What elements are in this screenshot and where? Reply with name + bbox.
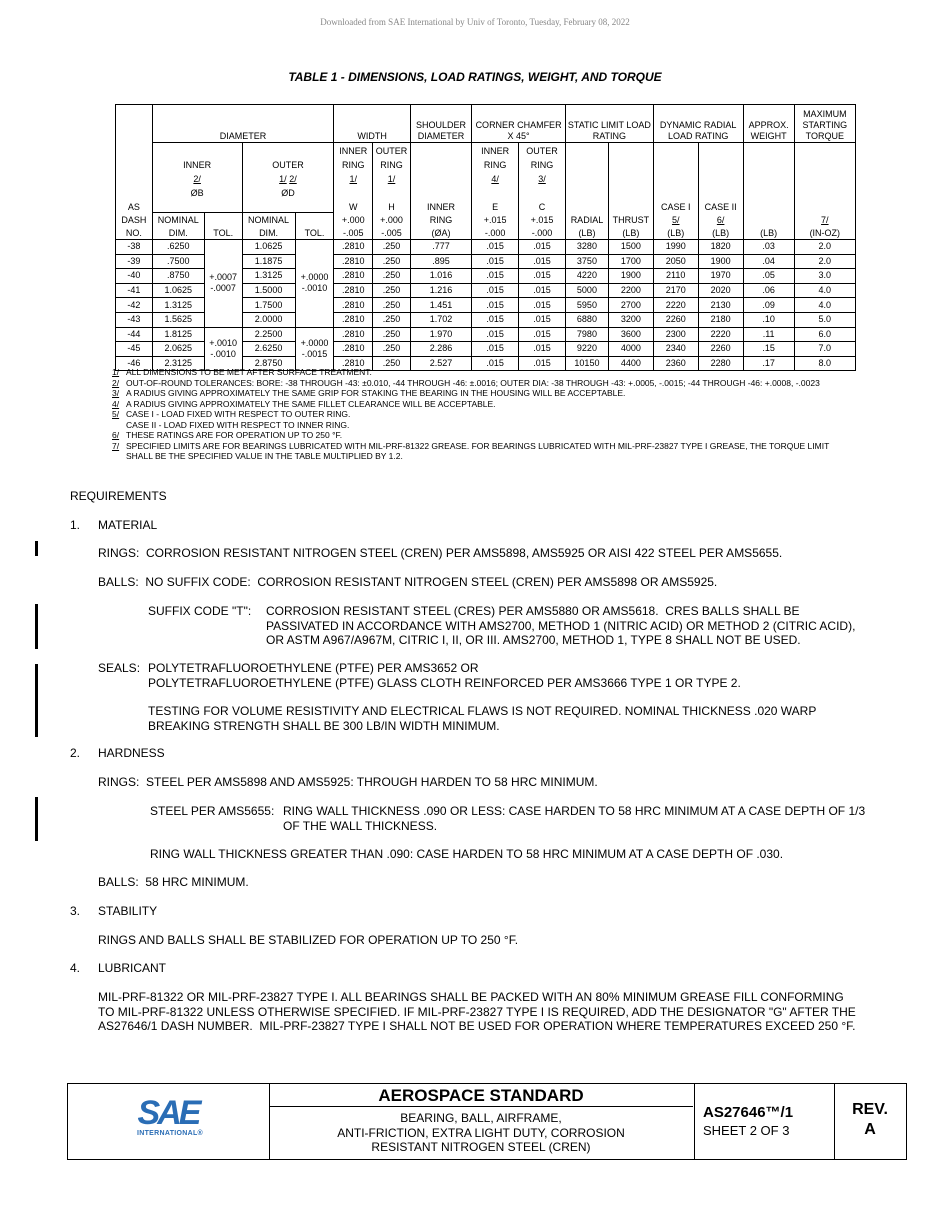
cell-a: 1.970 bbox=[410, 327, 471, 342]
cell-b: 2.3125 bbox=[152, 356, 204, 371]
cell-w: .2810 bbox=[334, 283, 373, 298]
section-title-lubricant: LUBRICANT bbox=[98, 961, 167, 975]
suffix-text: CORROSION RESISTANT STEEL (CRES) PER AMS5880 OR AMS5618. CRES BALLS SHALL BE PASSIVATED IN ACCORDANCE WITH AMS2700, METHOD 1 (NITRIC ACID) OR METHOD 2 (CITRIC ACID), OR ASTM A967/A967M, CITRIC I, II, OR III. AMS2700, METHOD 1, TYPE 8 SHALL NOT BE USED. bbox=[266, 604, 856, 647]
section-number: 3. bbox=[70, 904, 81, 918]
cell-thrust: 1700 bbox=[608, 254, 653, 269]
material-balls: BALLS: NO SUFFIX CODE: CORROSION RESISTANT NITROGEN STEEL (CREN) PER AMS5898 OR AMS5925. bbox=[98, 575, 718, 589]
cell-thrust: 1900 bbox=[608, 269, 653, 284]
cell-tq: 8.0 bbox=[794, 356, 855, 371]
table-header: DIAMETER WIDTH SHOULDER DIAMETER CORNER CHAMFER X 45° STATIC LIMIT LOAD RATING DYNAMIC RADIAL LOAD RATING APPROX. WEIGHT MAXIMUM STARTING TORQUE INNER OUTER INNER OUTER INNER OUTER RING RING RING RING 2/ 1/ 2/ 1/ 1/ 4/ 3/ ØB ØD AS W H INNER E C CASE I CASE II DASH NOMINAL NOMINAL +.000 +.000 RING +.015 +.015 RADIAL THRUST 5/ 6/ 7/ NO. DIM. TOL. DIM. TOL. -.005 -.005 (ØA) -.000 -.000 (LB) (LB) (LB) (LB) (LB) (IN-OZ) bbox=[116, 105, 856, 240]
cell-c2: 2020 bbox=[698, 283, 743, 298]
cell-b: .6250 bbox=[152, 240, 204, 255]
cell-dash: -44 bbox=[116, 327, 153, 342]
cell-h: .250 bbox=[373, 240, 411, 255]
cell-thrust: 3200 bbox=[608, 312, 653, 327]
footnote-text: A RADIUS GIVING APPROXIMATELY THE SAME GRIP FOR STAKING THE BEARING IN THE HOUSING WILL BE ACCEPTABLE. bbox=[126, 388, 626, 398]
footnote-number: 1/ bbox=[112, 367, 120, 377]
cell-w: .2810 bbox=[334, 254, 373, 269]
cell-e: .015 bbox=[472, 342, 519, 357]
cell-dash: -40 bbox=[116, 269, 153, 284]
cell-d: 2.2500 bbox=[242, 327, 295, 342]
cell-wt: .10 bbox=[743, 312, 794, 327]
hardness-steel-label: STEEL PER AMS5655: bbox=[150, 804, 275, 818]
cell-e: .015 bbox=[472, 298, 519, 313]
change-bar bbox=[35, 541, 38, 556]
cell-a: 1.451 bbox=[410, 298, 471, 313]
cell-wt: .05 bbox=[743, 269, 794, 284]
footnote-text: THESE RATINGS ARE FOR OPERATION UP TO 250 °F. bbox=[126, 430, 343, 440]
cell-a: .777 bbox=[410, 240, 471, 255]
cell-tq: 4.0 bbox=[794, 298, 855, 313]
hardness-steel-text: RING WALL THICKNESS .090 OR LESS: CASE HARDEN TO 58 HRC MINIMUM AT A CASE DEPTH OF 1/3 OF THE WALL THICKNESS. bbox=[283, 804, 866, 833]
cell-wt: .17 bbox=[743, 356, 794, 371]
cell-h: .250 bbox=[373, 254, 411, 269]
cell-c2: 1970 bbox=[698, 269, 743, 284]
hardness-balls: BALLS: 58 HRC MINIMUM. bbox=[98, 875, 249, 889]
footnote-text: ALL DIMENSIONS TO BE MET AFTER SURFACE TREATMENT. bbox=[126, 367, 372, 377]
cell-c2: 2220 bbox=[698, 327, 743, 342]
cell-e: .015 bbox=[472, 269, 519, 284]
cell-b: 1.5625 bbox=[152, 312, 204, 327]
cell-b: 1.3125 bbox=[152, 298, 204, 313]
cell-b: 2.0625 bbox=[152, 342, 204, 357]
sae-logo: SAE INTERNATIONAL® bbox=[137, 1094, 204, 1137]
cell-dash: -46 bbox=[116, 356, 153, 371]
cell-c2: 2280 bbox=[698, 356, 743, 371]
cell-c: .015 bbox=[519, 356, 566, 371]
hardness-wall: RING WALL THICKNESS GREATER THAN .090: CASE HARDEN TO 58 HRC MINIMUM AT A CASE DEPTH OF .030. bbox=[150, 847, 784, 861]
footnote-number: 4/ bbox=[112, 398, 120, 409]
cell-wt: .11 bbox=[743, 327, 794, 342]
cell-tq: 3.0 bbox=[794, 269, 855, 284]
cell-w: .2810 bbox=[334, 327, 373, 342]
tolerance-cell: +.0007 -.0007 bbox=[204, 240, 242, 328]
cell-h: .250 bbox=[373, 269, 411, 284]
cell-a: 2.286 bbox=[410, 342, 471, 357]
cell-w: .2810 bbox=[334, 240, 373, 255]
stability-text: RINGS AND BALLS SHALL BE STABILIZED FOR OPERATION UP TO 250 °F. bbox=[98, 933, 519, 947]
cell-radial: 9220 bbox=[566, 342, 609, 357]
tolerance-cell: +.0000 -.0010 bbox=[295, 240, 334, 328]
standard-title: AEROSPACE STANDARD BEARING, BALL, AIRFRAME, ANTI-FRICTION, EXTRA LIGHT DUTY, CORROSION RESISTANT NITROGEN STEEL (CREN) bbox=[269, 1084, 693, 1155]
material-rings: RINGS: CORROSION RESISTANT NITROGEN STEEL (CREN) PER AMS5898, AMS5925 OR AISI 422 STEEL PER AMS5655. bbox=[98, 546, 783, 560]
cell-w: .2810 bbox=[334, 312, 373, 327]
hardness-rings: RINGS: STEEL PER AMS5898 AND AMS5925: THROUGH HARDEN TO 58 HRC MINIMUM. bbox=[98, 775, 598, 789]
cell-a: .895 bbox=[410, 254, 471, 269]
cell-radial: 3750 bbox=[566, 254, 609, 269]
cell-radial: 5000 bbox=[566, 283, 609, 298]
cell-c1: 2050 bbox=[653, 254, 698, 269]
cell-w: .2810 bbox=[334, 342, 373, 357]
cell-c2: 1820 bbox=[698, 240, 743, 255]
table-row bbox=[116, 240, 856, 255]
cell-dash: -43 bbox=[116, 312, 153, 327]
cell-c: .015 bbox=[519, 312, 566, 327]
cell-dash: -38 bbox=[116, 240, 153, 255]
cell-radial: 4220 bbox=[566, 269, 609, 284]
cell-h: .250 bbox=[373, 342, 411, 357]
cell-radial: 3280 bbox=[566, 240, 609, 255]
cell-tq: 4.0 bbox=[794, 283, 855, 298]
cell-b: 1.0625 bbox=[152, 283, 204, 298]
footnote bbox=[112, 441, 832, 462]
section-number: 4. bbox=[70, 961, 81, 975]
cell-dash: -45 bbox=[116, 342, 153, 357]
cell-b: .8750 bbox=[152, 269, 204, 284]
testing-text: TESTING FOR VOLUME RESISTIVITY AND ELECTRICAL FLAWS IS NOT REQUIRED. NOMINAL THICKNESS .020 WARP BREAKING STRENGTH SHALL BE 300 LB/IN WIDTH MINIMUM. bbox=[148, 704, 817, 733]
change-bar bbox=[35, 604, 38, 649]
cell-thrust: 2200 bbox=[608, 283, 653, 298]
cell-wt: .03 bbox=[743, 240, 794, 255]
cell-tq: 2.0 bbox=[794, 240, 855, 255]
table-title: TABLE 1 - DIMENSIONS, LOAD RATINGS, WEIGHT, AND TORQUE bbox=[288, 70, 662, 84]
change-bar bbox=[35, 664, 38, 737]
footnotes bbox=[112, 367, 832, 462]
cell-radial: 7980 bbox=[566, 327, 609, 342]
download-notice: Downloaded from SAE International by Univ of Toronto, Tuesday, February 08, 2022 bbox=[320, 17, 630, 27]
cell-e: .015 bbox=[472, 254, 519, 269]
table-body bbox=[116, 240, 856, 371]
section-title-material: MATERIAL bbox=[98, 518, 158, 532]
document-subtitle: BEARING, BALL, AIRFRAME, ANTI-FRICTION, EXTRA LIGHT DUTY, CORROSION RESISTANT NITROGEN STEEL (CREN) bbox=[337, 1111, 625, 1154]
cell-d: 1.5000 bbox=[242, 283, 295, 298]
dimensions-table bbox=[115, 104, 856, 371]
footnote bbox=[112, 399, 832, 410]
footnote-text: A RADIUS GIVING APPROXIMATELY THE SAME FILLET CLEARANCE WILL BE ACCEPTABLE. bbox=[126, 398, 496, 409]
cell-e: .015 bbox=[472, 283, 519, 298]
section-number: 1. bbox=[70, 518, 81, 532]
cell-c2: 2180 bbox=[698, 312, 743, 327]
title-block bbox=[67, 1083, 907, 1160]
section-number: 2. bbox=[70, 746, 81, 760]
cell-h: .250 bbox=[373, 312, 411, 327]
cell-dash: -41 bbox=[116, 283, 153, 298]
cell-tq: 2.0 bbox=[794, 254, 855, 269]
cell-c1: 2360 bbox=[653, 356, 698, 371]
cell-dash: -39 bbox=[116, 254, 153, 269]
cell-c1: 2220 bbox=[653, 298, 698, 313]
cell-c1: 2300 bbox=[653, 327, 698, 342]
cell-c: .015 bbox=[519, 240, 566, 255]
cell-h: .250 bbox=[373, 356, 411, 371]
cell-b: .7500 bbox=[152, 254, 204, 269]
section-title-stability: STABILITY bbox=[98, 904, 158, 918]
cell-c: .015 bbox=[519, 254, 566, 269]
lubricant-text: MIL-PRF-81322 OR MIL-PRF-23827 TYPE I. ALL BEARINGS SHALL BE PACKED WITH AN 80% MINIMUM GREASE FILL CONFORMING TO MIL-PRF-81322 UNLESS OTHERWISE SPECIFIED. IF MIL-PRF-23827 TYPE I IS REQUIRED, ADD THE DESIGNATOR "G" AFTER THE AS27646/1 DASH NUMBER. MIL-PRF-23827 TYPE I SHALL NOT BE USED FOR OPERATION WHERE TEMPERATURES EXCEED 250 °F. bbox=[98, 990, 856, 1033]
cell-b: 1.8125 bbox=[152, 327, 204, 342]
footnote-text: SPECIFIED LIMITS ARE FOR BEARINGS LUBRICATED WITH MIL-PRF-81322 GREASE. FOR BEARINGS LUBRICATED WITH MIL-PRF-23827 TYPE I GREASE, THE TORQUE LIMIT SHALL BE THE SPECIFIED VALUE IN THE TABLE MULTIPLIED BY 1.2. bbox=[126, 440, 830, 461]
footnote-text: OUT-OF-ROUND TOLERANCES: BORE: -38 THROUGH -43: ±0.010, -44 THROUGH -46: ±.0016; OUTER DIA: -38 THROUGH -43: +.0005, -.0015; -44 THROUGH -46: +.0008, -.0023 bbox=[126, 377, 820, 388]
section-title-hardness: HARDNESS bbox=[98, 746, 165, 760]
cell-wt: .15 bbox=[743, 342, 794, 357]
cell-w: .2810 bbox=[334, 298, 373, 313]
cell-d: 2.6250 bbox=[242, 342, 295, 357]
cell-h: .250 bbox=[373, 283, 411, 298]
cell-c: .015 bbox=[519, 269, 566, 284]
footnote bbox=[112, 409, 832, 430]
footnote bbox=[112, 430, 832, 441]
cell-c: .015 bbox=[519, 327, 566, 342]
cell-thrust: 4400 bbox=[608, 356, 653, 371]
cell-e: .015 bbox=[472, 327, 519, 342]
cell-c1: 2260 bbox=[653, 312, 698, 327]
cell-radial: 5950 bbox=[566, 298, 609, 313]
cell-d: 1.7500 bbox=[242, 298, 295, 313]
cell-c1: 2170 bbox=[653, 283, 698, 298]
cell-h: .250 bbox=[373, 327, 411, 342]
cell-wt: .09 bbox=[743, 298, 794, 313]
footnote-number: 6/ bbox=[112, 430, 120, 440]
cell-radial: 6880 bbox=[566, 312, 609, 327]
cell-e: .015 bbox=[472, 356, 519, 371]
cell-thrust: 2700 bbox=[608, 298, 653, 313]
footnote bbox=[112, 367, 832, 378]
cell-c: .015 bbox=[519, 283, 566, 298]
document-number: AS27646™/1 bbox=[703, 1104, 794, 1121]
cell-tq: 5.0 bbox=[794, 312, 855, 327]
cell-d: 2.0000 bbox=[242, 312, 295, 327]
cell-radial: 10150 bbox=[566, 356, 609, 371]
cell-e: .015 bbox=[472, 240, 519, 255]
cell-c2: 1900 bbox=[698, 254, 743, 269]
cell-h: .250 bbox=[373, 298, 411, 313]
footnote-number: 3/ bbox=[112, 388, 120, 398]
footnote bbox=[112, 388, 832, 399]
cell-a: 1.702 bbox=[410, 312, 471, 327]
cell-thrust: 1500 bbox=[608, 240, 653, 255]
seals-text: POLYTETRAFLUOROETHYLENE (PTFE) PER AMS3652 OR POLYTETRAFLUOROETHYLENE (PTFE) GLASS CLOTH REINFORCED PER AMS3666 TYPE 1 OR TYPE 2. bbox=[148, 661, 741, 690]
suffix-label: SUFFIX CODE "T": bbox=[148, 604, 252, 618]
cell-d: 2.8750 bbox=[242, 356, 295, 371]
seals-label: SEALS: bbox=[98, 661, 141, 675]
tolerance-cell: +.0010 -.0010 bbox=[204, 327, 242, 371]
requirements-heading: REQUIREMENTS bbox=[70, 489, 167, 503]
change-bar bbox=[35, 797, 38, 841]
cell-dash: -42 bbox=[116, 298, 153, 313]
cell-c1: 2340 bbox=[653, 342, 698, 357]
footnote-text: CASE I - LOAD FIXED WITH RESPECT TO OUTER RING. CASE II - LOAD FIXED WITH RESPECT TO INNER RING. bbox=[126, 409, 351, 430]
footnote bbox=[112, 378, 832, 389]
revision: REV. A bbox=[852, 1101, 888, 1138]
tolerance-cell: +.0000 -.0015 bbox=[295, 327, 334, 371]
cell-d: 1.3125 bbox=[242, 269, 295, 284]
cell-wt: .06 bbox=[743, 283, 794, 298]
cell-c2: 2260 bbox=[698, 342, 743, 357]
cell-c1: 1990 bbox=[653, 240, 698, 255]
cell-a: 1.216 bbox=[410, 283, 471, 298]
cell-d: 1.0625 bbox=[242, 240, 295, 255]
cell-thrust: 4000 bbox=[608, 342, 653, 357]
number-cell bbox=[694, 1084, 835, 1159]
cell-c: .015 bbox=[519, 298, 566, 313]
cell-wt: .04 bbox=[743, 254, 794, 269]
table-row bbox=[116, 327, 856, 342]
cell-thrust: 3600 bbox=[608, 327, 653, 342]
cell-e: .015 bbox=[472, 312, 519, 327]
footnote-number: 2/ bbox=[112, 377, 120, 388]
cell-tq: 7.0 bbox=[794, 342, 855, 357]
cell-a: 2.527 bbox=[410, 356, 471, 371]
footnote-number: 7/ bbox=[112, 440, 120, 451]
cell-w: .2810 bbox=[334, 356, 373, 371]
cell-w: .2810 bbox=[334, 269, 373, 284]
cell-d: 1.1875 bbox=[242, 254, 295, 269]
cell-a: 1.016 bbox=[410, 269, 471, 284]
cell-c1: 2110 bbox=[653, 269, 698, 284]
cell-c: .015 bbox=[519, 342, 566, 357]
sheet-number: SHEET 2 OF 3 bbox=[703, 1123, 790, 1138]
cell-c2: 2130 bbox=[698, 298, 743, 313]
footnote-number: 5/ bbox=[112, 409, 120, 419]
cell-tq: 6.0 bbox=[794, 327, 855, 342]
